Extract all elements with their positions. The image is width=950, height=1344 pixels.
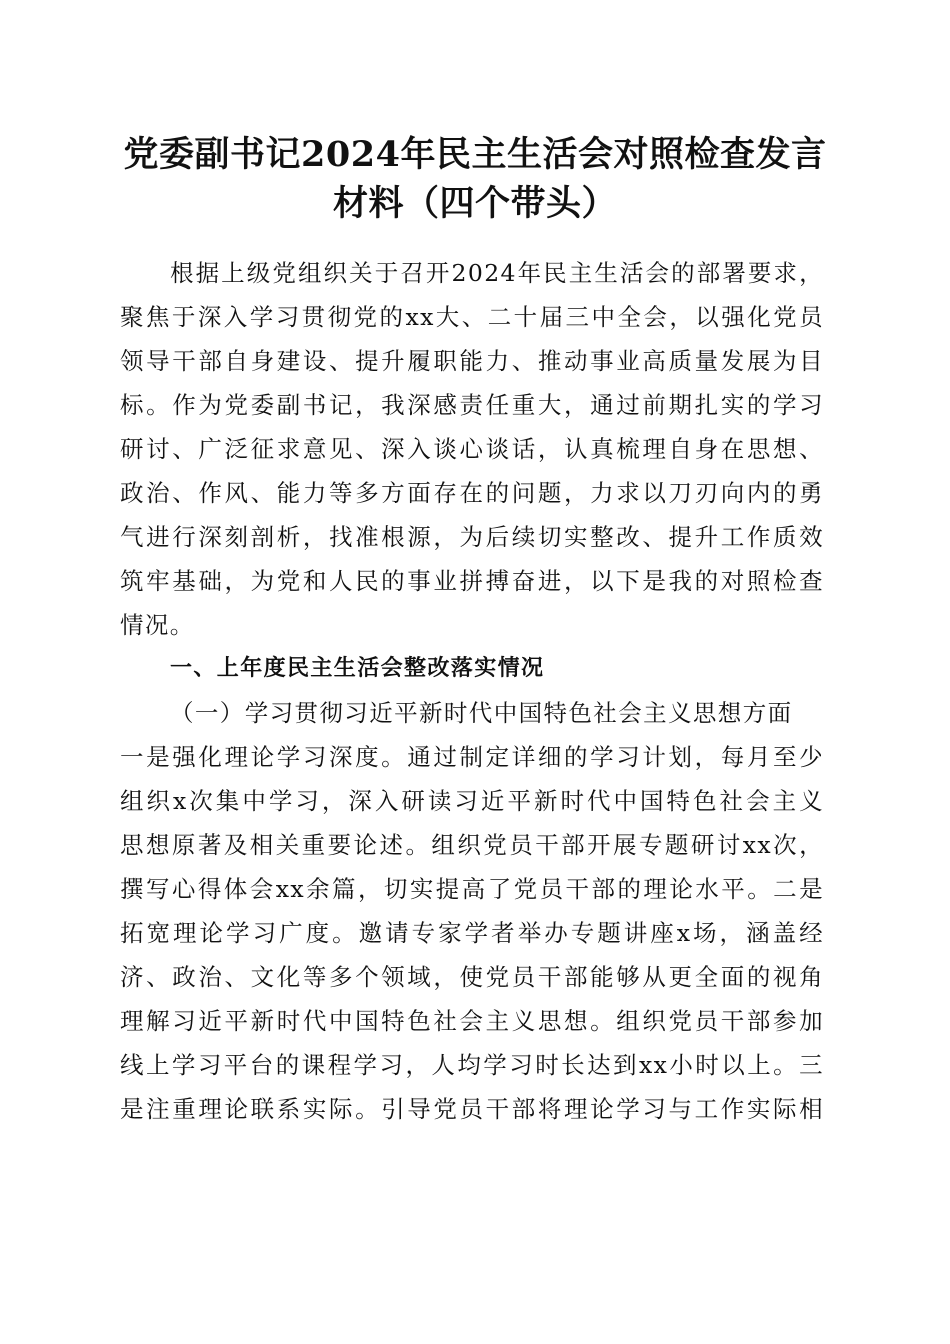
study-line-9: 是注重理论联系实际。引导党员干部将理论学习与工作实际相 bbox=[120, 1095, 824, 1123]
intro-line-3: 领导干部自身建设、提升履职能力、推动事业高质量发展为目 bbox=[120, 347, 824, 375]
study-line-3: 思想原著及相关重要论述。组织党员干部开展专题研讨xx次， bbox=[120, 831, 824, 859]
intro-line-8: 筑牢基础，为党和人民的事业拼搏奋进，以下是我的对照检查 bbox=[120, 567, 824, 595]
study-line-7: 理解习近平新时代中国特色社会主义思想。组织党员干部参加 bbox=[120, 1007, 824, 1035]
study-line-8: 线上学习平台的课程学习，人均学习时长达到xx小时以上。三 bbox=[120, 1051, 824, 1079]
study-line-5: 拓宽理论学习广度。邀请专家学者举办专题讲座x场，涵盖经 bbox=[120, 919, 824, 947]
title-line-2: 材料（四个带头） bbox=[332, 183, 617, 224]
intro-line-1: 根据上级党组织关于召开2024年民主生活会的部署要求， bbox=[170, 259, 824, 287]
intro-line-5: 研讨、广泛征求意见、深入谈心谈话，认真梳理自身在思想、 bbox=[120, 435, 824, 463]
title-line-1: 党委副书记2024年民主生活会对照检查发言 bbox=[123, 134, 827, 175]
intro-line-9: 情况。 bbox=[120, 611, 195, 639]
section-heading: 一、上年度民主生活会整改落实情况 bbox=[170, 656, 545, 681]
intro-line-7: 气进行深刻剖析，找准根源，为后续切实整改、提升工作质效 bbox=[120, 523, 824, 551]
document-body bbox=[120, 251, 824, 1131]
study-line-2: 组织x次集中学习，深入研读习近平新时代中国特色社会主义 bbox=[120, 787, 824, 815]
study-line-6: 济、政治、文化等多个领域，使党员干部能够从更全面的视角 bbox=[120, 963, 824, 991]
study-line-4: 撰写心得体会xx余篇，切实提高了党员干部的理论水平。二是 bbox=[120, 875, 824, 903]
subsection-heading: （一）学习贯彻习近平新时代中国特色社会主义思想方面 bbox=[170, 699, 793, 727]
study-line-1: 一是强化理论学习深度。通过制定详细的学习计划，每月至少 bbox=[120, 743, 824, 771]
intro-line-6: 政治、作风、能力等多方面存在的问题，力求以刀刃向内的勇 bbox=[120, 479, 824, 507]
intro-line-2: 聚焦于深入学习贯彻党的xx大、二十届三中全会，以强化党员 bbox=[120, 303, 824, 331]
intro-line-4: 标。作为党委副书记，我深感责任重大，通过前期扎实的学习 bbox=[120, 391, 824, 419]
document-title bbox=[110, 130, 840, 228]
